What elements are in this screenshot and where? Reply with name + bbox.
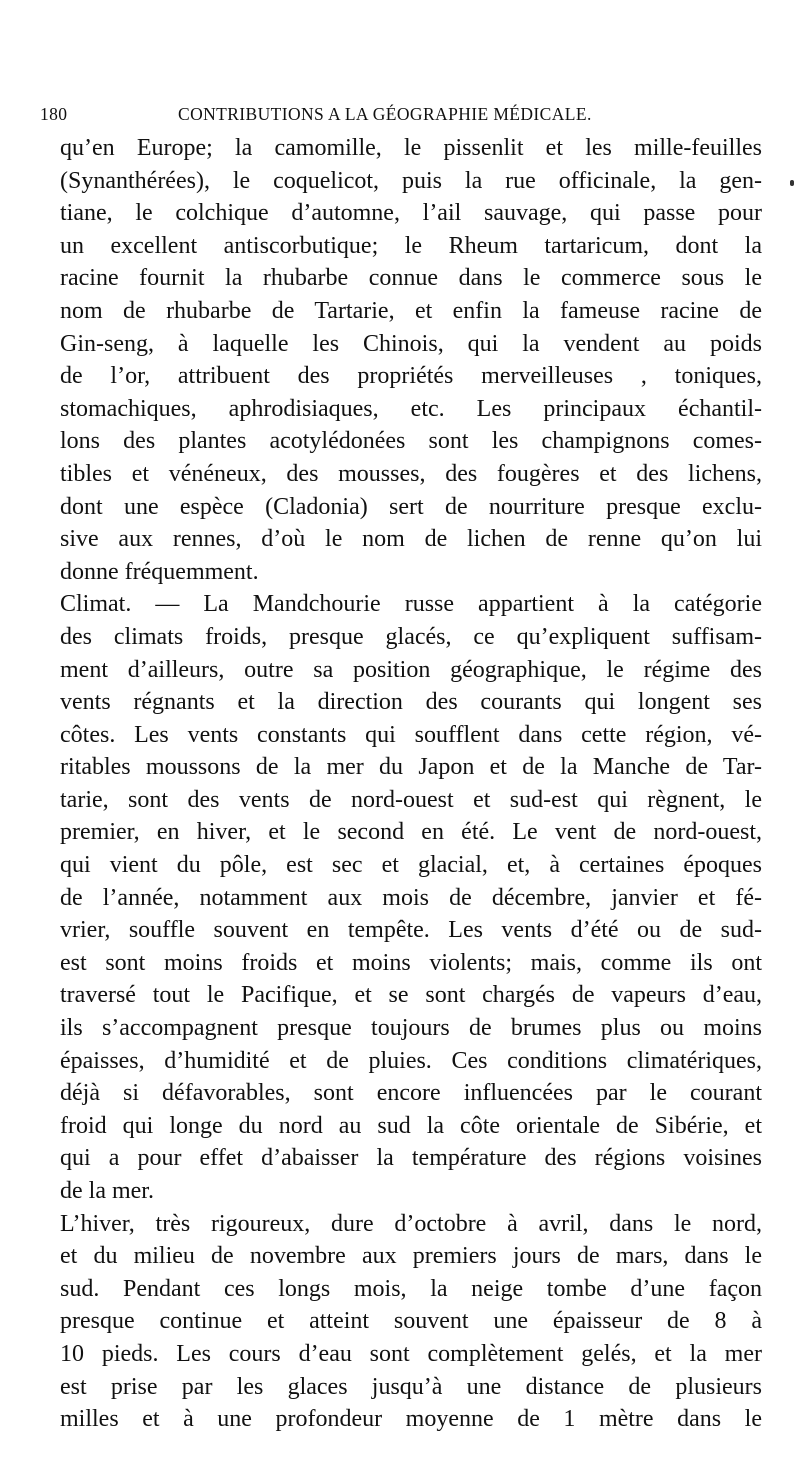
text-line: milles et à une profondeur moyenne de 1 mètre dans le [60,1406,762,1433]
text-line: de l’année, notamment aux mois de décembre, janvier et fé- [60,884,762,911]
text-line: stomachiques, aphrodisiaques, etc. Les principaux échantil- [60,395,762,422]
text-line: nom de rhubarbe de Tartarie, et enfin la fameuse racine de [60,297,762,324]
text-line: Climat. — La Mandchourie russe appartient à la catégorie [60,591,762,618]
text-line: de la mer. [60,1178,154,1204]
text-line: dont une espèce (Cladonia) sert de nourriture presque exclu- [60,493,762,520]
text-line: racine fournit la rhubarbe connue dans le commerce sous le [60,265,762,292]
text-line: L’hiver, très rigoureux, dure d’octobre à avril, dans le nord, [60,1210,762,1237]
text-line: côtes. Les vents constants qui soufflent dans cette région, vé- [60,721,762,748]
text-line: sud. Pendant ces longs mois, la neige tombe d’une façon [60,1275,762,1302]
text-line: froid qui longe du nord au sud la côte orientale de Sibérie, et [60,1112,762,1139]
ink-speck [790,180,794,186]
text-line: tarie, sont des vents de nord-ouest et sud-est qui règnent, le [60,786,762,813]
text-line: donne fréquemment. [60,558,259,585]
text-line: (Synanthérées), le coquelicot, puis la rue officinale, la gen- [60,167,762,194]
text-line: presque continue et atteint souvent une épaisseur de 8 à [60,1308,762,1335]
text-line: vents régnants et la direction des courants qui longent ses [60,689,762,716]
text-line: 10 pieds. Les cours d’eau sont complètement gelés, et la mer [60,1340,762,1367]
text-line: déjà si défavorables, sont encore influencées par le courant [60,1080,762,1107]
text-line: des climats froids, presque glacés, ce qu’expliquent suffisam- [60,623,762,650]
text-line: est sont moins froids et moins violents; mais, comme ils ont [60,949,762,976]
body-text [60,132,762,1436]
text-line: traversé tout le Pacifique, et se sont chargés de vapeurs d’eau, [60,982,762,1009]
running-title: CONTRIBUTIONS A LA GÉOGRAPHIE MÉDICALE. [178,104,592,124]
text-line: ritables moussons de la mer du Japon et de la Manche de Tar- [60,754,762,781]
text-line: Gin-seng, à laquelle les Chinois, qui la vendent au poids [60,330,762,357]
text-line: sive aux rennes, d’où le nom de lichen de renne qu’on lui [60,526,762,553]
text-line: qui vient du pôle, est sec et glacial, et, à certaines époques [60,852,762,879]
text-line: lons des plantes acotylédonées sont les champignons comes- [60,428,762,455]
running-header [40,104,762,130]
text-line: vrier, souffle souvent en tempête. Les vents d’été ou de sud- [60,917,762,944]
text-line: un excellent antiscorbutique; le Rheum tartaricum, dont la [60,232,762,259]
text-line: qu’en Europe; la camomille, le pissenlit et les mille-feuilles [60,135,762,161]
text-line: ment d’ailleurs, outre sa position géographique, le régime des [60,656,762,683]
page-number: 180 [40,104,68,124]
text-line: premier, en hiver, et le second en été. Le vent de nord-ouest, [60,819,762,846]
text-line: et du milieu de novembre aux premiers jours de mars, dans le [60,1243,762,1270]
text-line: de l’or, attribuent des propriétés merveilleuses , toniques, [60,363,762,390]
text-line: est prise par les glaces jusqu’à une distance de plusieurs [60,1373,762,1400]
text-line: ils s’accompagnent presque toujours de brumes plus ou moins [60,1015,762,1042]
text-line: tibles et vénéneux, des mousses, des fougères et des lichens, [60,460,762,487]
text-line: épaisses, d’humidité et de pluies. Ces conditions climatériques, [60,1047,762,1074]
text-line: tiane, le colchique d’automne, l’ail sauvage, qui passe pour [60,200,762,227]
text-line: qui a pour effet d’abaisser la température des régions voisines [60,1145,762,1172]
